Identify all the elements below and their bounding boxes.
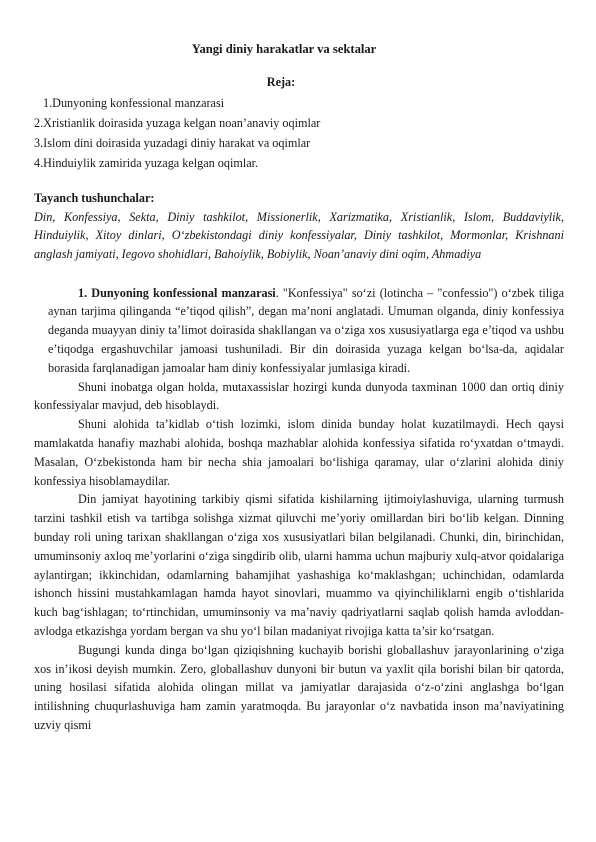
document-title: Yangi diniy harakatlar va sektalar bbox=[191, 42, 377, 56]
plan-item: 3.Islom dini doirasida yuzadagi diniy harakat va oqimlar bbox=[34, 136, 311, 151]
body-paragraph: Bugungi kunda dinga bo‘lgan qiziqishning kuchayib borishi globallashuv jarayonlarining o‘ziga xos in’ikosi deyish mumkin. Zero, globallashuv dunyoni bir butun va yaxlit qila borishi bilan bir qatorda, uning hosilasi sifatida alohida olingan millat va jamiyatlar darajasida o‘z-o‘zini anglashga bo‘lgan intilishning chuqurlashuviga ham zamin yaratmoqda. Bu jarayonlar o‘z navbatida inson ma’naviyatining uzviy qismi bbox=[34, 642, 564, 732]
keywords-heading: Tayanch tushunchalar: bbox=[34, 191, 155, 206]
body-paragraph: Shuni alohida ta’kidlab o‘tish lozimki, islom dinida bunday holat kuzatilmaydi. Hech qaysi mamlakatda hanafiy mazhabi alohida, boshqa mazhablar alohida konfessiya sifatida ro‘yxatdan o‘tmaydi. Masalan, O‘zbekistonda ham bir necha shia jamoalari bo‘lishiga qaramay, ular o‘zlarini alohida diniy konfessiya hisoblamaydilar. bbox=[34, 417, 564, 488]
plan-item: 4.Hinduiylik zamirida yuzaga kelgan oqimlar. bbox=[34, 156, 259, 171]
document-page bbox=[34, 40, 564, 735]
body-paragraph: Din jamiyat hayotining tarkibiy qismi sifatida kishilarning ijtimoiylashuviga, ularning turmush tarzini tashkil etish va tartibga solishga xizmat qiluvchi me’yoriy omillardan biri bo‘lib kelgan. Dinning bunday roli uning tarixan shakllangan o‘ziga xos xususiyatlari bilan belgilanadi. Chunki, din, birinchidan, umuminsoniy axloq me’yorlarini o‘ziga singdirib olib, ularni hamma uchun majburiy xulq-atvor qoidalariga aylantirgan; ikkinchidan, odamlarning bahamjihat yashashiga ko‘maklashgan; uchinchidan, odamlarda ishonch hissini mustahkamlagan hamda hayot sinovlari, muammo va qiyinchiliklarni engib o‘tishlarida kuch bag‘ishlagan; to‘rtinchidan, umuminsoniy va ma’naviy qadriyatlarni saqlab qolish hamda avloddan- avlodga etkazishga yordam bergan va shu yo‘l bilan madaniyat rivojiga katta ta’sir ko‘rsatgan. bbox=[34, 492, 564, 638]
plan-heading: Reja: bbox=[266, 74, 296, 89]
keywords-text: Din, Konfessiya, Sekta, Diniy tashkilot, Missionerlik, Xarizmatika, Xristianlik, Islom, Buddaviylik, Hinduiylik, Xitoy dinlari, O‘zbekistondagi diniy konfessiyalar, Diniy tashkilot, Mormonlar, Krishnani anglash jamiyati, Iegovo shohidlari, Bahoiylik, Bobiylik, Noan’anaviy dini oqim, Ahmadiya bbox=[34, 209, 564, 261]
plan-list bbox=[34, 93, 564, 173]
section-intro-text: . "Konfessiya" so‘zi (lotincha – "confessio") o‘zbek tiliga aynan tarjima qilinganda “e’tiqod qilish”, degan ma’noni anglatadi. Umuman olganda, diniy konfessiya deganda muayyan diniy ta’limot doirasida shakllangan va o‘ziga xos xususiyatlarga ega e’tiqod va ushbu e’tiqodga ergashuvchilar jamoasi tushuniladi. Bir din doirasida yuzaga kelgan bo‘lsa-da, aqidalar borasida farqlanadigan jamoalar ham diniy konfessiyalar jumlasiga kiradi. bbox=[48, 285, 564, 375]
section-intro-paragraph bbox=[34, 284, 564, 378]
plan-item: 2.Xristianlik doirasida yuzaga kelgan noan’anaviy oqimlar bbox=[34, 116, 321, 131]
body-paragraph: Shuni inobatga olgan holda, mutaxassislar hozirgi kunda dunyoda taxminan 1000 dan ortiq diniy konfessiyalar mavjud, deb hisoblaydi. bbox=[34, 379, 564, 413]
section-heading: 1. Dunyoning konfessional manzarasi bbox=[78, 285, 276, 300]
plan-item: 1.Dunyoning konfessional manzarasi bbox=[43, 96, 225, 111]
